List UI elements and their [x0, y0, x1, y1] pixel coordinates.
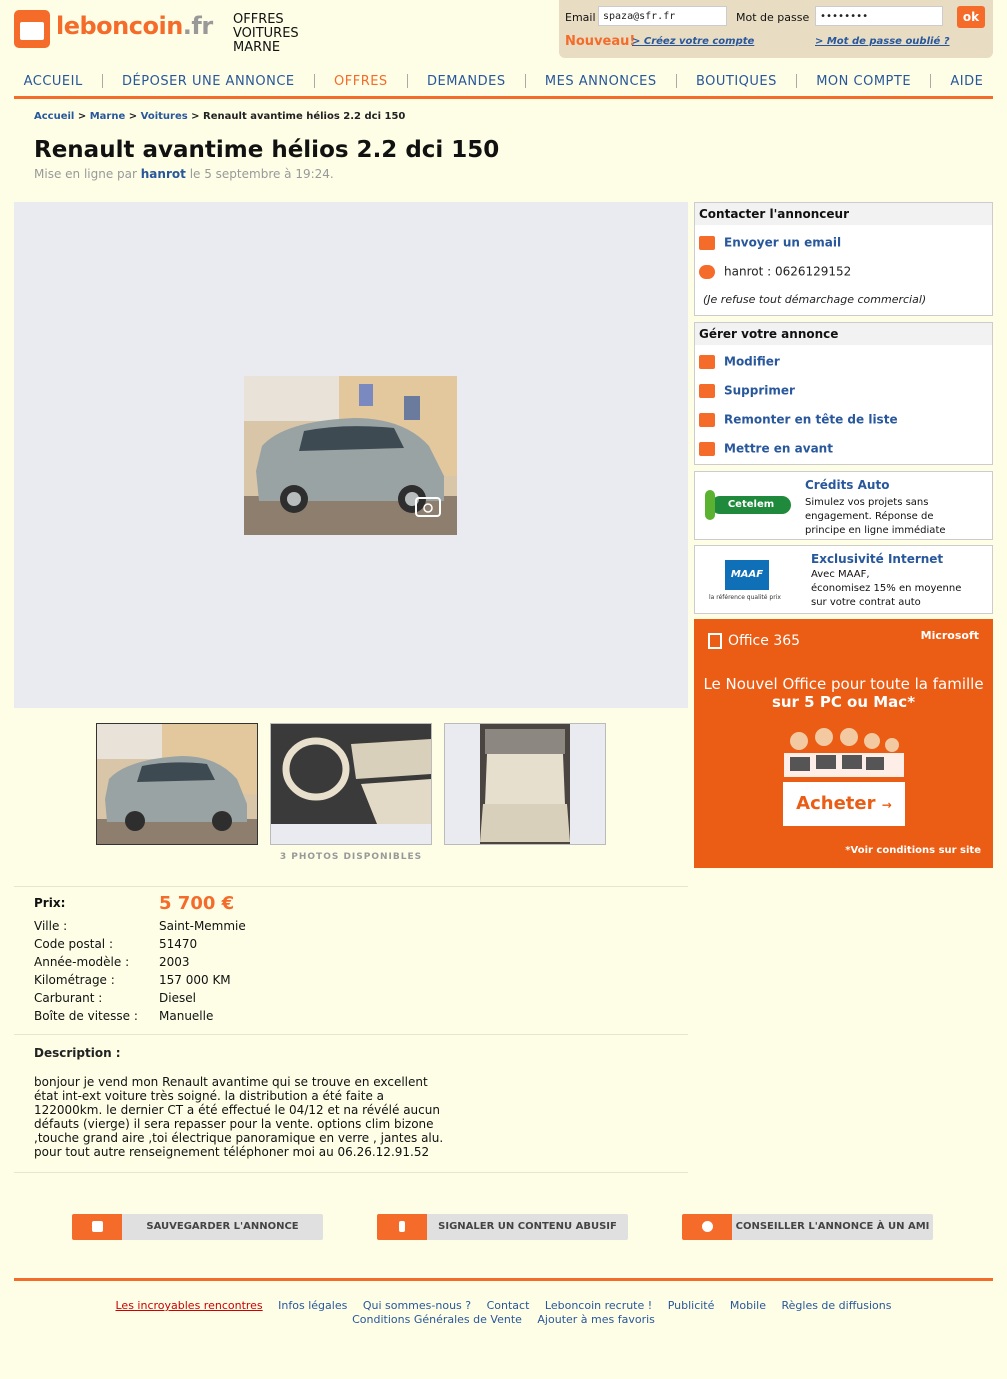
seller-link[interactable]: hanrot: [140, 167, 186, 181]
office365-ad[interactable]: [694, 619, 993, 868]
trash-icon: [699, 384, 715, 398]
arrow-up-icon: [699, 413, 715, 427]
logo-icon[interactable]: [14, 10, 50, 48]
footer-link[interactable]: Publicité: [667, 1299, 715, 1312]
footer-link[interactable]: Contact: [486, 1299, 530, 1312]
detail-label: Année-modèle :: [34, 955, 130, 969]
thumbnail-1[interactable]: [96, 723, 258, 845]
footer-link[interactable]: Qui sommes-nous ?: [362, 1299, 472, 1312]
friends-icon: [702, 1221, 713, 1232]
breadcrumb: Accueil > Marne > Voitures > Renault avantime hélios 2.2 dci 150: [34, 111, 406, 122]
detail-value: Saint-Memmie: [159, 919, 246, 933]
page-title: Renault avantime hélios 2.2 dci 150: [34, 137, 500, 163]
nav-accueil[interactable]: ACCUEIL: [23, 73, 83, 89]
family-illustration: [784, 727, 904, 777]
contact-panel: [694, 202, 993, 316]
report-abuse-button[interactable]: SIGNALER UN CONTENU ABUSIF: [377, 1214, 628, 1240]
maaf-tagline: la référence qualité prix: [709, 594, 781, 601]
feature-ad-link[interactable]: Mettre en avant: [699, 441, 833, 456]
recommend-ad-button[interactable]: CONSEILLER L'ANNONCE À UN AMI: [682, 1214, 933, 1240]
nav-mes-annonces[interactable]: MES ANNONCES: [544, 73, 657, 89]
nav-mon-compte[interactable]: MON COMPTE: [816, 73, 912, 89]
thumbnail-2[interactable]: [270, 723, 432, 845]
detail-value: 51470: [159, 937, 198, 951]
edit-ad-link[interactable]: Modifier: [699, 354, 780, 369]
category-line: OFFRES: [233, 12, 284, 27]
detail-value: 157 000 KM: [159, 973, 231, 987]
password-field[interactable]: ••••••••: [815, 6, 943, 26]
divider: [14, 1034, 688, 1035]
detail-value: Diesel: [159, 991, 196, 1005]
breadcrumb-category[interactable]: Voitures: [140, 111, 188, 122]
footer-link[interactable]: Leboncoin recrute !: [544, 1299, 653, 1312]
photos-count: 3 PHOTOS DISPONIBLES: [279, 852, 423, 862]
description-text: bonjour je vend mon Renault avantime qui se trouve en excellent état int-ext voiture très soigné. la distribution a été faite a 122000km. le dernier CT a été effectué le 04/12 et na révélé aucun défauts (vierge) il sera repasser pour la vente. options clim bizone ,touche grand aire ,toi électrique panoramique en verre , jantes alu. pour tout autre renseignement téléphoner moi au 06.26.12.91.52: [34, 1075, 444, 1159]
posted-info: Mise en ligne par hanrot le 5 septembre à 19:24.: [34, 167, 334, 181]
thumbnail-3[interactable]: [444, 723, 606, 845]
office-footnote: *Voir conditions sur site: [845, 845, 981, 856]
email-label: Email: [565, 11, 596, 24]
save-ad-button[interactable]: SAUVEGARDER L'ANNONCE: [72, 1214, 323, 1240]
main-photo[interactable]: [244, 376, 457, 535]
footer-links: [14, 1299, 993, 1327]
bump-ad-link[interactable]: Remonter en tête de liste: [699, 412, 898, 427]
cetelem-text: Simulez vos projets sans engagement. Réponse de principe en ligne immédiate: [805, 497, 946, 536]
nav-divider: [14, 96, 993, 99]
detail-label: Boîte de vitesse :: [34, 1009, 138, 1023]
microsoft-brand: Microsoft: [920, 629, 979, 642]
footer-link[interactable]: Les incroyables rencontres: [115, 1299, 263, 1312]
description-title: Description :: [34, 1046, 121, 1060]
password-label: Mot de passe: [736, 11, 810, 24]
category-line: VOITURES: [233, 26, 299, 41]
send-email-link[interactable]: Envoyer un email: [699, 235, 841, 250]
office-product: Office 365: [728, 633, 801, 649]
phone-icon: [699, 265, 715, 279]
maaf-title: Exclusivité Internet: [811, 552, 944, 566]
buy-button[interactable]: Acheter →: [783, 782, 905, 826]
create-account-link[interactable]: > Créez votre compte: [632, 36, 755, 47]
contact-title: Contacter l'annonceur: [695, 203, 992, 225]
pin-icon: [399, 1221, 405, 1232]
divider: [14, 1172, 688, 1173]
delete-ad-link[interactable]: Supprimer: [699, 383, 795, 398]
envelope-icon: [699, 236, 715, 250]
nav-aide[interactable]: AIDE: [950, 73, 984, 89]
breadcrumb-home[interactable]: Accueil: [34, 111, 75, 122]
pencil-icon: [699, 355, 715, 369]
breadcrumb-region[interactable]: Marne: [89, 111, 126, 122]
detail-label: Ville :: [34, 919, 68, 933]
nouveau-label: Nouveau!: [565, 34, 636, 49]
category-line: MARNE: [233, 40, 281, 55]
nav-demandes[interactable]: DEMANDES: [427, 73, 506, 89]
divider: [14, 886, 688, 887]
detail-value: Manuelle: [159, 1009, 214, 1023]
maaf-logo: MAAF: [725, 560, 769, 590]
no-canvassing-note: (Je refuse tout démarchage commercial): [703, 293, 927, 306]
breadcrumb-current: Renault avantime hélios 2.2 dci 150: [203, 111, 406, 122]
maaf-ad[interactable]: [694, 545, 993, 614]
nav-deposer[interactable]: DÉPOSER UNE ANNONCE: [122, 73, 295, 89]
office-icon: [708, 633, 722, 649]
cetelem-logo: Cetelem: [705, 490, 795, 524]
detail-label: Kilométrage :: [34, 973, 115, 987]
office-headline: Le Nouvel Office pour toute la famille sur 5 PC ou Mac*: [703, 675, 984, 711]
detail-label: Code postal :: [34, 937, 113, 951]
manage-panel: [694, 322, 993, 465]
footer-divider: [14, 1278, 993, 1281]
price-value: 5 700 €: [159, 893, 235, 914]
maaf-text: Avec MAAF, économisez 15% en moyenne sur votre contrat auto: [811, 569, 962, 608]
category-context: [233, 13, 299, 55]
cetelem-ad[interactable]: [694, 471, 993, 540]
footer-link[interactable]: Ajouter à mes favoris: [537, 1313, 655, 1326]
detail-label: Carburant :: [34, 991, 103, 1005]
forgot-password-link[interactable]: > Mot de passe oublié ?: [815, 36, 950, 47]
footer-link[interactable]: Conditions Générales de Vente: [352, 1313, 522, 1326]
phone-row: hanrot : 0626129152: [699, 264, 851, 279]
footer-link[interactable]: Infos légales: [278, 1299, 348, 1312]
star-icon: [699, 442, 715, 456]
nav-boutiques[interactable]: BOUTIQUES: [695, 73, 777, 89]
logo[interactable]: leboncoin.fr: [56, 12, 213, 40]
cetelem-title: Crédits Auto: [805, 478, 890, 492]
footer-link[interactable]: Règles de diffusions: [781, 1299, 892, 1312]
detail-value: 2003: [159, 955, 190, 969]
footer-link[interactable]: Mobile: [729, 1299, 766, 1312]
save-icon: [92, 1221, 103, 1232]
price-label: Prix:: [34, 896, 66, 910]
arrow-right-icon: →: [881, 798, 892, 812]
manage-title: Gérer votre annonce: [695, 323, 992, 345]
main-nav: [14, 66, 993, 96]
nav-offres[interactable]: OFFRES: [334, 73, 388, 89]
email-field[interactable]: spaza@sfr.fr: [598, 6, 727, 26]
login-ok-button[interactable]: ok: [957, 6, 985, 28]
